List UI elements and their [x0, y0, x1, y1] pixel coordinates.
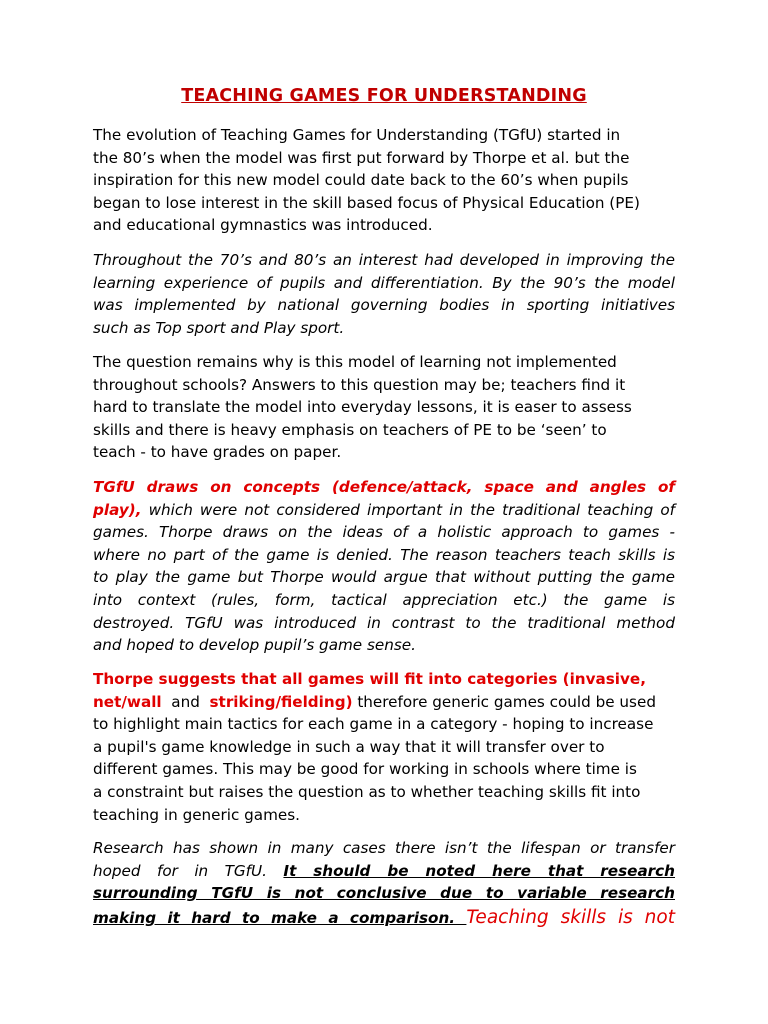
text-line: The question remains why is this model of learning not implemented: [93, 353, 617, 371]
text-line: and educational gymnastics was introduced.: [93, 216, 433, 235]
text-line: learning experience of pupils and differentiation. By the 90’s the model: [93, 273, 675, 292]
text-line: hard to translate the model into everyday lessons, it is easer to assess: [93, 398, 632, 417]
text-line: [93, 691, 675, 714]
highlighted-text: striking/fielding): [209, 692, 353, 711]
paragraph-1: [93, 124, 675, 237]
text-line: The evolution of Teaching Games for Understanding (TGfU) started in: [93, 126, 621, 144]
paragraph-2: [93, 249, 675, 339]
text-line: where no part of the game is denied. The reason teachers teach skills is: [93, 545, 675, 564]
text-line: [93, 860, 675, 883]
text-fragment: therefore generic games could be used: [352, 692, 656, 711]
text-line: a pupil's game knowledge in such a way that it will transfer over to: [93, 737, 605, 756]
text-fragment: hoped for in TGfU.: [93, 861, 284, 880]
highlighted-text: Teaching skills is not: [466, 906, 675, 928]
text-line: began to lose interest in the skill based focus of Physical Education (PE): [93, 193, 640, 212]
text-line: a constraint but raises the question as to whether teaching skills fit into: [93, 782, 641, 801]
text-line: and hoped to develop pupil’s game sense.: [93, 636, 416, 655]
text-line: inspiration for this new model could date back to the 60’s when pupils: [93, 171, 629, 190]
paragraph-3: [93, 351, 675, 464]
text-line: different games. This may be good for working in schools where time is: [93, 760, 637, 779]
text-line: games. Thorpe draws on the ideas of a holistic approach to games -: [93, 523, 675, 542]
highlighted-text: net/wall: [93, 692, 162, 711]
text-fragment: and: [161, 692, 210, 711]
text-line: throughout schools? Answers to this question may be; teachers find it: [93, 375, 626, 394]
text-fragment: which were not considered important in the traditional teaching of: [141, 500, 675, 519]
text-line: Research has shown in many cases there isn’t the lifespan or transfer: [93, 839, 675, 857]
highlighted-text: Thorpe suggests that all games will fit into categories (invasive,: [93, 670, 646, 688]
text-line: [93, 499, 675, 522]
text-line: the 80’s when the model was first put forward by Thorpe et al. but the: [93, 148, 630, 167]
text-line: teaching in generic games.: [93, 805, 300, 824]
text-line: was implemented by national governing bodies in sporting initiatives: [93, 296, 675, 315]
text-line: into context (rules, form, tactical appreciation etc.) the game is: [93, 590, 675, 609]
emphasized-text: making it hard to make a comparison.: [93, 908, 467, 927]
emphasized-text: surrounding TGfU is not conclusive due to variable research: [93, 884, 675, 903]
paragraph-4: [93, 476, 675, 657]
emphasized-text: It should be noted here that research: [283, 861, 675, 880]
highlighted-text: TGfU draws on concepts (defence/attack, space and angles of: [93, 478, 675, 496]
paragraph-5: [93, 668, 675, 826]
highlighted-text: play),: [93, 500, 142, 519]
text-line: to play the game but Thorpe would argue that without putting the game: [93, 568, 675, 587]
text-line: such as Top sport and Play sport.: [93, 318, 345, 337]
text-line: destroyed. TGfU was introduced in contrast to the traditional method: [93, 613, 675, 632]
page-title: TEACHING GAMES FOR UNDERSTANDING: [181, 86, 587, 106]
text-line: Throughout the 70’s and 80’s an interest had developed in improving the: [93, 251, 675, 269]
text-line: teach - to have grades on paper.: [93, 443, 342, 462]
paragraph-6: [93, 837, 675, 931]
text-line: to highlight main tactics for each game in a category - hoping to increase: [93, 715, 654, 734]
text-line: skills and there is heavy emphasis on teachers of PE to be ‘seen’ to: [93, 420, 607, 439]
text-line: [93, 905, 675, 931]
